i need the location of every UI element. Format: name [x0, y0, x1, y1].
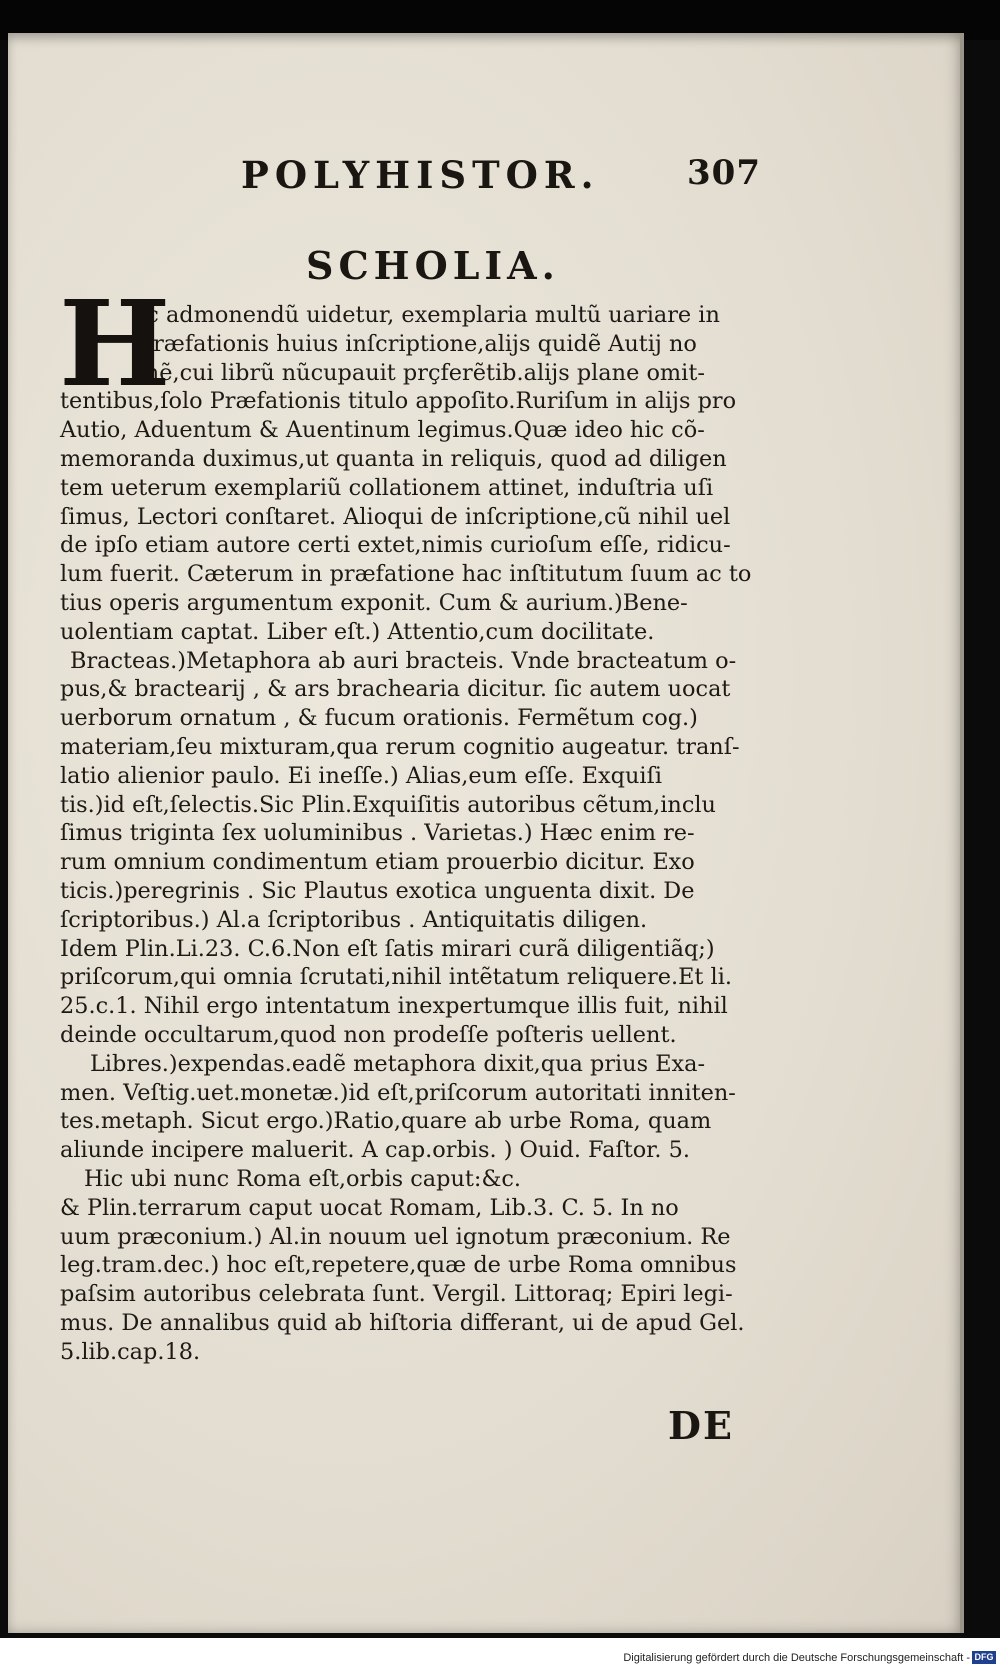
text-line: Præfationis huius inſcriptione,alijs quidẽ Autij no [138, 330, 697, 357]
text-line: tius operis argumentum exponit. Cum & aurium.)Bene- [60, 589, 688, 616]
text-line: latio alienior paulo. Ei ineſſe.) Alias,eum eſſe. Exquiſi [60, 762, 663, 789]
text-line: leg.tram.dec.) hoc eſt,repetere,quæ de urbe Roma omnibus [60, 1252, 737, 1279]
text-line: tes.metaph. Sicut ergo.)Ratio,quare ab urbe Roma, quam [60, 1108, 712, 1135]
text-line: pus,& bractearij , & ars brachearia dicitur. ſic autem uocat [60, 676, 731, 703]
section-title: SCHOLIA. [306, 243, 560, 288]
text-line: aliunde incipere maluerit. A cap.orbis. ) Ouid. Faſtor. 5. [60, 1137, 691, 1164]
text-line: tentibus,ſolo Præfationis titulo appoſito.Ruriſum in alijs pro [60, 388, 737, 415]
scholia-body-text [59, 274, 760, 1366]
text-line: lum fuerit. Cæterum in præfatione hac inſtitutum ſuum ac to [60, 561, 752, 588]
text-line: men. Veſtig.uet.monetæ.)id eſt,priſcorum autoritati inniten- [60, 1079, 736, 1106]
text-line: ſimus, Lectori conſtaret. Alioqui de inſcriptione,cũ nihil uel [60, 503, 731, 530]
text-line: Bracteas.)Metaphora ab auri bracteis. Vnde bracteatum o- [70, 647, 737, 674]
text-line: 25.c.1. Nihil ergo intentatum inexpertumque illis fuit, nihil [60, 993, 728, 1020]
text-line: mẽ,cui librũ nũcupauit prçferẽtib.alijs plane omit- [138, 359, 705, 386]
text-line: Idem Plin.Li.23. C.6.Non eſt ſatis mirari curã diligentiãq;) [60, 935, 715, 962]
text-line: priſcorum,qui omnia ſcrutati,nihil intẽtatum reliquere.Et li. [60, 964, 732, 991]
text-line: paſsim autoribus celebrata ſunt. Vergil. Littoraq; Epiri legi- [60, 1281, 733, 1308]
text-line: mus. De annalibus quid ab hiſtoria differant, ui de apud Gel. [60, 1309, 745, 1336]
text-line: tem ueterum exemplariũ collationem attinet, induſtria uſi [60, 474, 714, 501]
text-line: uolentiam captat. Liber eſt.) Attentio,cum docilitate. [60, 618, 655, 645]
text-line: uum præconium.) Al.in nouum uel ignotum præconium. Re [60, 1223, 731, 1250]
running-head [241, 153, 761, 223]
text-line: ticis.)peregrinis . Sic Plautus exotica unguenta dixit. De [60, 877, 695, 904]
text-line: Hic ubi nunc Roma eſt,orbis caput:&c. [84, 1165, 522, 1192]
text-line: Autio, Aduentum & Auentinum legimus.Quæ ideo hic cõ- [60, 417, 705, 444]
running-head-title: POLYHISTOR. [241, 153, 600, 197]
drop-cap-initial: H [59, 274, 171, 413]
text-line: Libres.)expendas.eadẽ metaphora dixit,qua prius Exa- [90, 1050, 706, 1077]
text-line: materiam,ſeu mixturam,qua rerum cognitio augeatur. tranſ- [60, 733, 740, 760]
text-line: ſcriptoribus.) Al.a ſcriptoribus . Antiquitatis diligen. [60, 906, 648, 933]
text-line: ſc admonendũ uidetur, exemplaria multũ uariare in [138, 302, 720, 328]
catchword: DE [668, 1403, 734, 1448]
text-line: rum omnium condimentum etiam prouerbio dicitur. Exo [60, 849, 695, 876]
dfg-logo-badge: DFG [972, 1651, 996, 1664]
text-line: & Plin.terrarum caput uocat Romam, Lib.3. C. 5. In no [60, 1194, 679, 1221]
text-line: memoranda duximus,ut quanta in reliquis, quod ad diligen [60, 445, 727, 472]
text-line: ſimus triginta ſex uoluminibus . Varietas.) Hæc enim re- [60, 820, 695, 847]
digitization-credit: Digitalisierung gefördert durch die Deutsche Forschungsgemeinschaft - [623, 1652, 970, 1664]
page-number: 307 [687, 153, 761, 193]
book-page [8, 33, 964, 1633]
text-line: tis.)id eſt,ſelectis.Sic Plin.Exquiſitis autoribus cẽtum,inclu [60, 791, 716, 818]
text-line: uerborum ornatum , & fucum orationis. Fermẽtum cog.) [60, 705, 698, 732]
page-edge [960, 33, 964, 1633]
text-line: deinde occultarum,quod non prodeſſe poſteris uellent. [60, 1021, 677, 1048]
text-line: de ipſo etiam autore certi extet,nimis curioſum eſſe, ridicu- [60, 532, 731, 559]
text-line: 5.lib.cap.18. [60, 1338, 201, 1365]
